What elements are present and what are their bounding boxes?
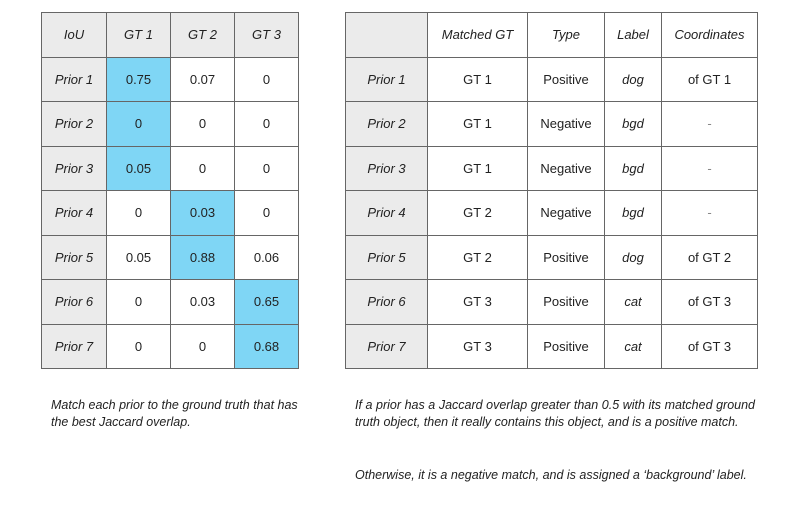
iou-row-label: Prior 6 [42,280,107,325]
iou-row-label: Prior 5 [42,235,107,280]
matched-gt-cell: GT 1 [428,57,528,102]
iou-table [41,12,299,369]
class-label-cell: dog [605,57,662,102]
match-row [346,102,758,147]
iou-row [42,102,299,147]
match-row [346,191,758,236]
iou-cell: 0 [107,191,171,236]
coordinates-cell: - [662,102,758,147]
iou-row-label: Prior 4 [42,191,107,236]
match-type-cell: Positive [528,280,605,325]
iou-cell: 0 [171,146,235,191]
match-row-label: Prior 2 [346,102,428,147]
iou-row [42,280,299,325]
class-label-cell: cat [605,324,662,369]
match-col-header: Coordinates [662,13,758,58]
iou-cell: 0.65 [235,280,299,325]
coordinates-cell: - [662,191,758,236]
iou-cell: 0.05 [107,235,171,280]
match-col-header: Matched GT [428,13,528,58]
iou-cell: 0.68 [235,324,299,369]
match-row [346,57,758,102]
match-row-label: Prior 3 [346,146,428,191]
match-type-cell: Positive [528,235,605,280]
iou-cell: 0 [107,324,171,369]
iou-cell: 0.07 [171,57,235,102]
iou-cell: 0.75 [107,57,171,102]
match-col-header: Label [605,13,662,58]
iou-row [42,191,299,236]
class-label-cell: cat [605,280,662,325]
iou-col-header: GT 1 [107,13,171,58]
iou-row [42,57,299,102]
match-row-label: Prior 6 [346,280,428,325]
matched-gt-cell: GT 3 [428,324,528,369]
match-col-header: Type [528,13,605,58]
iou-row-label: Prior 2 [42,102,107,147]
iou-cell: 0 [235,146,299,191]
match-row [346,280,758,325]
iou-row [42,146,299,191]
iou-cell: 0 [171,324,235,369]
class-label-cell: bgd [605,146,662,191]
iou-row [42,235,299,280]
coordinates-cell: - [662,146,758,191]
caption-right-negative: Otherwise, it is a negative match, and is assigned a ‘background’ label. [355,468,747,482]
iou-row-label: Prior 7 [42,324,107,369]
iou-cell: 0.88 [171,235,235,280]
match-row-label: Prior 7 [346,324,428,369]
iou-cell: 0.03 [171,280,235,325]
match-corner-header [346,13,428,58]
iou-corner-header: IoU [42,13,107,58]
match-row-label: Prior 1 [346,57,428,102]
class-label-cell: bgd [605,191,662,236]
caption-right-positive: If a prior has a Jaccard overlap greater than 0.5 with its matched ground truth object, then it really contains this object, and is a positive match. [355,398,755,429]
match-row-label: Prior 4 [346,191,428,236]
match-type-cell: Negative [528,146,605,191]
iou-cell: 0.05 [107,146,171,191]
match-row-label: Prior 5 [346,235,428,280]
matched-gt-cell: GT 1 [428,146,528,191]
match-type-cell: Negative [528,102,605,147]
iou-cell: 0 [235,191,299,236]
iou-cell: 0 [235,102,299,147]
iou-cell: 0 [107,102,171,147]
class-label-cell: bgd [605,102,662,147]
coordinates-cell: of GT 1 [662,57,758,102]
coordinates-cell: of GT 3 [662,324,758,369]
iou-col-header: GT 2 [171,13,235,58]
match-table [345,12,758,369]
matched-gt-cell: GT 2 [428,191,528,236]
iou-row-label: Prior 3 [42,146,107,191]
match-type-cell: Negative [528,191,605,236]
match-type-cell: Positive [528,57,605,102]
match-row [346,235,758,280]
iou-cell: 0.03 [171,191,235,236]
coordinates-cell: of GT 2 [662,235,758,280]
iou-col-header: GT 3 [235,13,299,58]
matched-gt-cell: GT 3 [428,280,528,325]
iou-cell: 0 [107,280,171,325]
match-header-row [346,13,758,58]
iou-cell: 0 [171,102,235,147]
iou-row [42,324,299,369]
match-row [346,324,758,369]
iou-cell: 0 [235,57,299,102]
iou-header-row [42,13,299,58]
match-type-cell: Positive [528,324,605,369]
class-label-cell: dog [605,235,662,280]
matched-gt-cell: GT 1 [428,102,528,147]
caption-left: Match each prior to the ground truth that has the best Jaccard overlap. [51,398,298,429]
coordinates-cell: of GT 3 [662,280,758,325]
iou-cell: 0.06 [235,235,299,280]
match-row [346,146,758,191]
matched-gt-cell: GT 2 [428,235,528,280]
iou-row-label: Prior 1 [42,57,107,102]
